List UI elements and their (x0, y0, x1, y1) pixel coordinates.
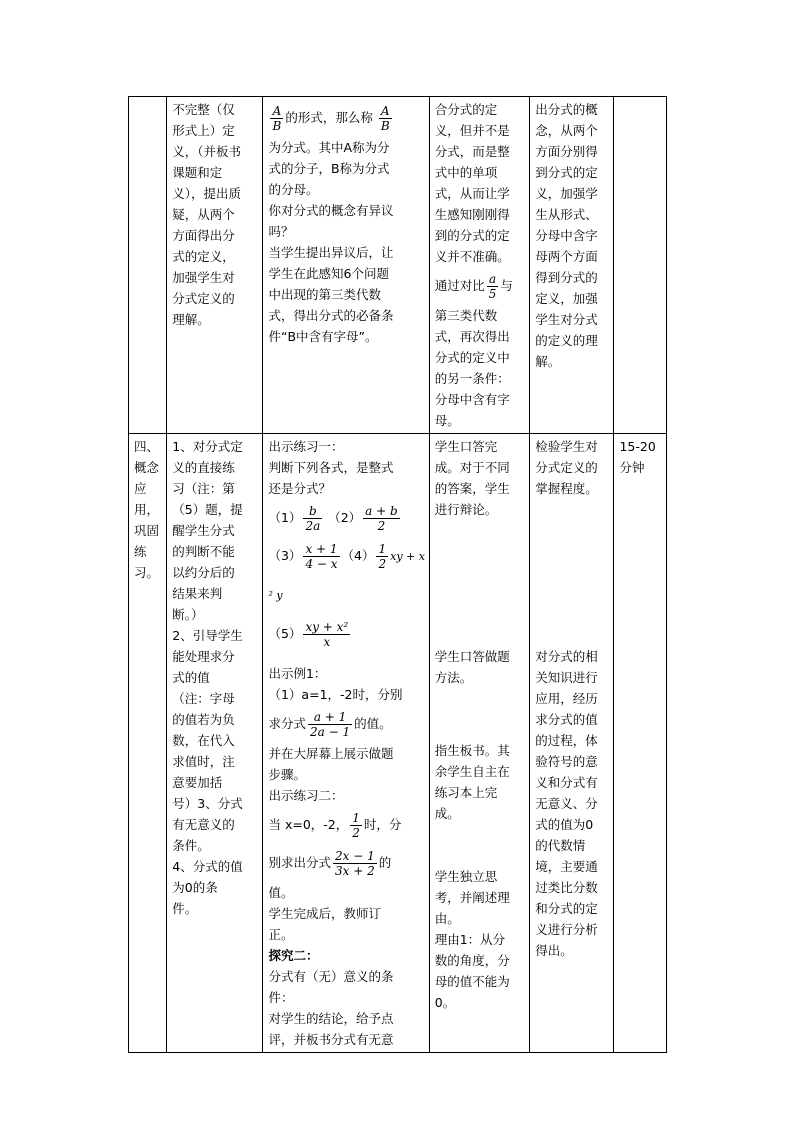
text-line: 当学生提出异议后，让 (268, 245, 394, 260)
fraction-exercise-4: $\frac{1}{2}$ (378, 542, 387, 571)
text-line: 有无意义的 (172, 817, 235, 832)
text-line: 成。 (434, 806, 460, 821)
text-line: 学生口答完 (434, 439, 498, 454)
cell-teaching-content (167, 434, 263, 1053)
text-line: 到的分式的定 (434, 228, 510, 243)
text-line: 15-20 (619, 439, 656, 454)
text-line: 生感知刚刚得 (434, 207, 510, 222)
text-line: 的判断不能 (172, 544, 235, 559)
cell-teacher-activity (263, 434, 429, 1053)
text-line: 断。） (172, 607, 204, 622)
text-line: 余学生自主在 (434, 764, 510, 779)
text-line: 义和分式有 (535, 775, 598, 790)
text-line: 母两个方面 (535, 249, 598, 264)
text-line: 醒学生分式 (172, 523, 235, 538)
exercise-2-line-1: 当 x=0，-2， $\frac{1}{2}$ 时，分 (268, 811, 402, 840)
text-line: 出示练习二： (268, 788, 344, 803)
text-line: 对学生的结论，给予点 (268, 1011, 394, 1026)
text-line: 为分式。其中A称为分 (268, 140, 390, 155)
text-line: 步骤。 (268, 767, 306, 782)
text-line: 加强学生对 (172, 270, 235, 285)
cell-teaching-content (167, 97, 263, 434)
cell-student-activity (429, 434, 530, 1053)
text-line: 和分式的定 (535, 901, 598, 916)
text-line: 检验学生对 (535, 439, 598, 454)
text-line: 用， (134, 502, 160, 517)
text-line: 义，加强学 (535, 186, 598, 201)
text-line: 学生口答做题 (434, 649, 510, 664)
cell-design-intent (530, 97, 614, 434)
text-line: 件“B中含有字母”。 (268, 329, 378, 344)
fraction-exercise-5: $\frac{\text{xy + x²}}{x}$ (305, 620, 349, 649)
text-line: 得出。 (535, 943, 573, 958)
text-line: 成。对于不同 (434, 460, 510, 475)
text-line: 1、对分式定 (172, 439, 243, 454)
text-line: 练 (134, 544, 147, 559)
table-row (129, 97, 667, 434)
text-line: 分式定义的 (535, 460, 598, 475)
text-line: 为0的条 (172, 880, 218, 895)
fraction-exercise-2-expr: $\frac{2x - 1}{3x + 2}$ (335, 849, 375, 878)
text-line: 形式上）定 (172, 123, 235, 138)
text-line: 课题和定 (172, 165, 223, 180)
cell-stage (129, 434, 167, 1053)
text-line: 4、分式的值 (172, 859, 243, 874)
fraction-a-over-b: $\frac{A}{B}$ (272, 104, 282, 133)
definition-line: $\frac{A}{B}$ 的形式，那么称 $\frac{A}{B}$ (272, 104, 390, 133)
text-line: 分式的定义中 (434, 350, 510, 365)
text-line: 判断下列各式，是整式 (268, 460, 394, 475)
text-line: 学生独立思 (434, 869, 498, 884)
text-line: （注：字母 (172, 691, 235, 706)
text-line: 概念 (134, 460, 160, 475)
cell-time (614, 434, 667, 1053)
text-line: （5）题，提 (172, 502, 243, 517)
cell-stage (129, 97, 167, 434)
example-1-line: 求分式 $\frac{a + 1}{2a - 1}$ 的值。 (268, 710, 392, 739)
text-line: 的过程，体 (535, 733, 598, 748)
text-line: 应用，经历 (535, 691, 598, 706)
text-line: 学生对分式 (535, 312, 598, 327)
text-line: 第三类代数 (434, 308, 498, 323)
text-line: 中出现的第三类代数 (268, 287, 381, 302)
text-line: 义，但并不是 (434, 123, 510, 138)
text-line: 式，从而让学 (434, 186, 510, 201)
text-line: 值。 (268, 885, 294, 900)
text-line: 式，再次得出 (434, 329, 510, 344)
exercise-row-2: （3） $\frac{x + 1}{4 - x}$ （4） $\frac{1}{2}$ xy + x² y (268, 542, 425, 602)
text-line: 到分式的定 (535, 165, 598, 180)
fraction-exercise-3: $\frac{x + 1}{4 - x}$ (305, 542, 338, 571)
text-line: 分母中含有字 (434, 392, 510, 407)
text-line: 分式定义的 (172, 291, 235, 306)
text-line: 进行辩论。 (434, 502, 498, 517)
compare-line: 通过对比 $\frac{a}{5}$ 与 (434, 272, 513, 301)
fraction-a-over-5: $\frac{a}{5}$ (488, 272, 497, 301)
explore-title: 探究二： (268, 948, 319, 963)
fraction-exercise-1: $\frac{b}{2a}$ (305, 504, 321, 533)
text-line: 定义，加强 (535, 291, 598, 306)
lesson-plan-table (128, 96, 667, 1053)
fraction-a-over-b-2: $\frac{A}{B}$ (380, 104, 390, 133)
text-line: 的值若为负 (172, 712, 235, 727)
text-line: 巩固 (134, 523, 160, 538)
text-line: 的分母。 (268, 182, 319, 197)
text-line: 习。 (134, 565, 160, 580)
text-line: 练习本上完 (434, 785, 498, 800)
text-line: 念，从两个 (535, 123, 598, 138)
cell-design-intent (530, 434, 614, 1053)
cell-teacher-activity (263, 97, 429, 434)
text-line: 0。 (434, 995, 456, 1010)
text-line: 方面得出分 (172, 228, 235, 243)
text-line: 数，在代入 (172, 733, 235, 748)
text-line: 并在大屏幕上展示做题 (268, 746, 394, 761)
text-line: 件： (268, 990, 294, 1005)
text-line: 解。 (535, 354, 561, 369)
text-line: 吗？ (268, 224, 294, 239)
text-line: 出示练习一： (268, 439, 344, 454)
fraction-example-1: $\frac{a + 1}{2a - 1}$ (310, 710, 351, 739)
exercise-row-3: （5） $\frac{\text{xy + x²}}{x}$ (268, 620, 349, 649)
text-line: 式中的单项 (434, 165, 498, 180)
text-line: 的另一条件： (434, 371, 510, 386)
text-line: 验符号的意 (535, 754, 598, 769)
text-line: 出分式的概 (535, 102, 598, 117)
text-line: 分母中含字 (535, 228, 598, 243)
text-line: 义，（并板书 (172, 144, 242, 159)
text-line: 母。 (434, 413, 460, 428)
text-line: 应 (134, 481, 147, 496)
text-line: 生从形式、 (535, 207, 598, 222)
text-line: 评，并板书分式有无意 (268, 1032, 394, 1047)
text-line: 正。 (268, 927, 294, 942)
text-line: 无意义、分 (535, 796, 598, 811)
text-line: 理解。 (172, 312, 210, 327)
text-line: 件。 (172, 901, 198, 916)
text-line: 分钟 (619, 460, 645, 475)
text-line: 的代数情 (535, 838, 586, 853)
text-line: 学生在此感知6个问题 (268, 266, 389, 281)
text-line: 对分式的相 (535, 649, 598, 664)
text-line: 的定义的理 (535, 333, 598, 348)
text-line: 义的直接练 (172, 460, 235, 475)
text-line: 考，并阐述理 (434, 890, 510, 905)
text-line: 学生完成后，教师订 (268, 906, 381, 921)
fraction-exercise-2: $\frac{a + b}{2}$ (365, 504, 398, 533)
text-line: 以约分后的 (172, 565, 235, 580)
text-line: 还是分式？ (268, 481, 331, 496)
text-line: 能处理求分 (172, 649, 235, 664)
text-line: 方面分别得 (535, 144, 598, 159)
text-line: 习（注：第 (172, 481, 235, 496)
text-line: 号）3、分式 (172, 796, 243, 811)
text-line: 四、 (134, 439, 160, 454)
text-line: 指生板书。其 (434, 743, 510, 758)
text-line: 2、引导学生 (172, 628, 243, 643)
text-line: 得到分式的 (535, 270, 598, 285)
text-line: 分式，而是整 (434, 144, 510, 159)
text-line: 过类比分数 (535, 880, 598, 895)
text-line: 不完整（仅 (172, 102, 235, 117)
text-line: 式的定义， (172, 249, 235, 264)
text-line: 义进行分析 (535, 922, 598, 937)
fraction-one-half: $\frac{1}{2}$ (352, 811, 360, 840)
text-line: 出示例1： (268, 666, 327, 681)
text-line: （1）a=1，-2时，分别 (268, 687, 403, 702)
text-line: 式的分子，B称为分式 (268, 161, 390, 176)
text-line: 方法。 (434, 670, 473, 685)
text-line: 合分式的定 (434, 102, 498, 117)
table-row (129, 434, 667, 1053)
cell-student-activity (429, 97, 530, 434)
cell-time (614, 97, 667, 434)
text-line: 的答案，学生 (434, 481, 510, 496)
text-line: 条件。 (172, 838, 210, 853)
text-line: 式的值 (172, 670, 210, 685)
text-line: 分式有（无）意义的条 (268, 969, 394, 984)
text-line: 数的角度，分 (434, 953, 510, 968)
text-line: 求分式的值 (535, 712, 598, 727)
text-line: 意要加括 (172, 775, 223, 790)
text-line: 境，主要通 (535, 859, 598, 874)
text-line: 求值时，注 (172, 754, 235, 769)
text-line: 掌握程度。 (535, 481, 598, 496)
text-line: 结果来判 (172, 586, 223, 601)
text-line: 式的值为0 (535, 817, 594, 832)
text-line: 义），提出质 (172, 186, 242, 201)
text-line: 理由1：从分 (434, 932, 506, 947)
exercise-row-1: （1） $\frac{b}{2a}$ （2） $\frac{a + b}{2}$ (268, 504, 398, 533)
text-line: 你对分式的概念有异议 (268, 203, 394, 218)
text-line: 式，得出分式的必备条 (268, 308, 394, 323)
text-line: 疑，从两个 (172, 207, 235, 222)
exercise-2-line-2: 别求出分式 $\frac{2x - 1}{3x + 2}$ 的 (268, 849, 392, 878)
text-line: 义并不准确。 (434, 249, 510, 264)
text-line: 关知识进行 (535, 670, 598, 685)
text-line: 母的值不能为 (434, 974, 510, 989)
text-line: 由。 (434, 911, 460, 926)
